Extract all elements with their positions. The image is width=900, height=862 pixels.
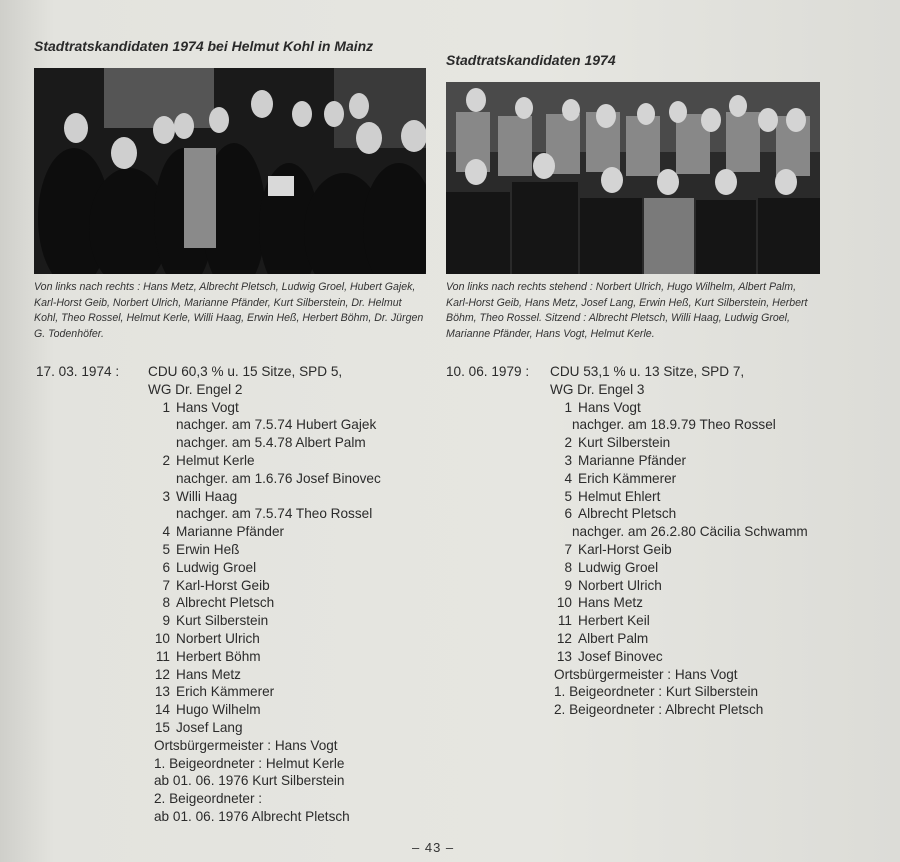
candidate-name: Hugo Wilhelm [176,702,261,718]
election-result-cont: WG Dr. Engel 2 [148,381,243,397]
candidate-entry [36,559,436,577]
candidate-number: 7 [564,541,572,557]
candidate-entry [36,577,436,595]
candidate-entry [36,719,436,737]
candidate-number: 10 [154,630,170,646]
group-photo-candidates [446,82,820,274]
candidate-number: 6 [564,506,572,522]
candidate-number: 4 [162,524,170,540]
office-holder-line: 1. Beigeordneter : Kurt Silberstein [554,684,759,700]
successor-note: nachger. am 7.5.74 Theo Rossel [176,506,373,522]
candidate-name: Willi Haag [176,488,238,504]
successor-note: nachger. am 26.2.80 Cäcilia Schwamm [572,524,808,540]
candidate-name: Marianne Pfänder [578,452,687,468]
candidate-name: Hans Vogt [578,399,641,415]
candidate-number: 11 [557,613,572,629]
candidate-number: 4 [564,470,572,486]
right-photo-caption: Von links nach rechts stehend : Norbert Ulrich, Hugo Wilhelm, Albert Palm, Karl-Horst Geib, Hans Metz, Josef Lang, Erwin Heß, Kurt Silberstein, Herbert Böhm, Theo Rossel. Sitzend : Albrecht Pletsch, Willi Haag, Ludwig Groel, Marianne Pfänder, Hans Vogt, Helmut Kerle. [446,281,808,340]
candidate-number: 8 [564,559,572,575]
candidate-number: 5 [162,541,170,557]
candidate-name: Kurt Silberstein [578,435,671,451]
candidate-name: Ludwig Groel [578,559,659,575]
candidate-number: 11 [155,648,170,664]
candidate-entry [36,594,436,612]
candidate-entry [36,701,436,719]
candidate-name: Karl-Horst Geib [578,541,672,557]
candidate-entry [446,452,826,470]
successor-note: nachger. am 18.9.79 Theo Rossel [572,417,776,433]
candidate-number: 12 [556,630,572,646]
candidate-number: 13 [556,648,572,664]
candidate-number: 14 [154,702,170,718]
election-result: CDU 60,3 % u. 15 Sitze, SPD 5, [148,364,343,379]
candidate-name: Albert Palm [578,630,649,646]
candidate-entry [36,683,436,701]
candidate-number: 8 [162,595,170,611]
candidate-entry [446,470,826,488]
candidate-number: 9 [162,613,170,629]
candidate-name: Helmut Ehlert [578,488,661,504]
candidate-entry [36,452,436,470]
candidate-entry [36,523,436,541]
office-holder-line: 1. Beigeordneter : Helmut Kerle [154,755,345,771]
candidate-entry [36,399,436,417]
candidate-name: Norbert Ulrich [578,577,662,593]
candidate-name: Ludwig Groel [176,559,257,575]
candidate-number: 9 [564,577,572,593]
candidate-name: Erich Kämmerer [176,684,275,700]
successor-note: nachger. am 7.5.74 Hubert Gajek [176,417,377,433]
candidate-number: 1 [162,399,170,415]
candidate-entry [36,630,436,648]
candidate-name: Erwin Heß [176,541,240,557]
successor-note: nachger. am 1.6.76 Josef Binovec [176,470,381,486]
candidate-name: Karl-Horst Geib [176,577,270,593]
candidate-entry [446,630,826,648]
candidate-name: Norbert Ulrich [176,630,260,646]
page-number: – 43 – [412,840,455,855]
candidate-entry [446,434,826,452]
candidate-number: 3 [564,452,572,468]
candidate-name: Hans Metz [176,666,241,682]
candidate-number: 6 [162,559,170,575]
successor-note: nachger. am 5.4.78 Albert Palm [176,435,366,451]
candidate-name: Hans Metz [578,595,643,611]
election-1974-record [36,363,436,826]
election-result: CDU 53,1 % u. 13 Sitze, SPD 7, [550,364,745,379]
candidate-entry [446,594,826,612]
candidate-number: 3 [162,488,170,504]
candidate-name: Herbert Böhm [176,648,261,664]
office-holder-line: Ortsbürgermeister : Hans Vogt [554,666,738,682]
candidate-entry [446,505,826,523]
office-holder-line: Ortsbürgermeister : Hans Vogt [154,737,338,753]
office-holder-line: ab 01. 06. 1976 Kurt Silberstein [154,773,345,789]
candidate-entry [446,541,826,559]
candidate-name: Josef Binovec [578,648,663,664]
office-holder-line: 2. Beigeordneter : Albrecht Pletsch [554,702,764,718]
office-holder-line: ab 01. 06. 1976 Albrecht Pletsch [154,808,350,824]
candidate-number: 13 [154,684,170,700]
candidate-name: Erich Kämmerer [578,470,677,486]
right-column [446,38,820,342]
left-column [34,38,426,342]
candidate-number: 2 [564,435,572,451]
candidate-entry [446,612,826,630]
candidate-entry [36,541,436,559]
candidate-number: 10 [556,595,572,611]
election-result-cont: WG Dr. Engel 3 [550,381,645,397]
right-heading: Stadtratskandidaten 1974 [446,52,616,68]
candidate-entry [36,488,436,506]
candidate-entry [446,399,826,417]
office-holder-line: 2. Beigeordneter : [154,791,263,807]
candidate-name: Hans Vogt [176,399,239,415]
candidate-name: Herbert Keil [578,613,650,629]
candidate-entry [446,559,826,577]
candidate-name: Marianne Pfänder [176,524,285,540]
candidate-number: 2 [162,452,170,468]
candidate-name: Albrecht Pletsch [176,595,275,611]
left-photo-caption: Von links nach rechts : Hans Metz, Albrecht Pletsch, Ludwig Groel, Hubert Gajek, Karl-Horst Geib, Norbert Ulrich, Marianne Pfänder, Kurt Silberstein, Dr. Helmut Kohl, Theo Rossel, Helmut Kerle, Willi Haag, Erwin Heß, Herbert Böhm, Dr. Jürgen G. Todenhöfer. [34,281,424,340]
election-1979-record [446,363,826,719]
election-date: 10. 06. 1979 : [446,364,530,379]
candidate-number: 5 [564,488,572,504]
candidate-entry [446,577,826,595]
candidate-entry [446,648,826,666]
candidate-name: Kurt Silberstein [176,613,269,629]
candidate-name: Helmut Kerle [176,452,255,468]
candidate-number: 15 [154,719,170,735]
candidate-entry [36,666,436,684]
candidate-entry [446,488,826,506]
candidate-entry [36,648,436,666]
group-photo-kohl [34,68,426,274]
candidate-name: Josef Lang [176,719,243,735]
candidate-number: 7 [162,577,170,593]
candidate-number: 1 [564,399,572,415]
candidate-entry [36,612,436,630]
left-heading: Stadtratskandidaten 1974 bei Helmut Kohl in Mainz [34,38,374,54]
candidate-name: Albrecht Pletsch [578,506,677,522]
candidate-number: 12 [154,666,170,682]
election-date: 17. 03. 1974 : [36,364,120,379]
